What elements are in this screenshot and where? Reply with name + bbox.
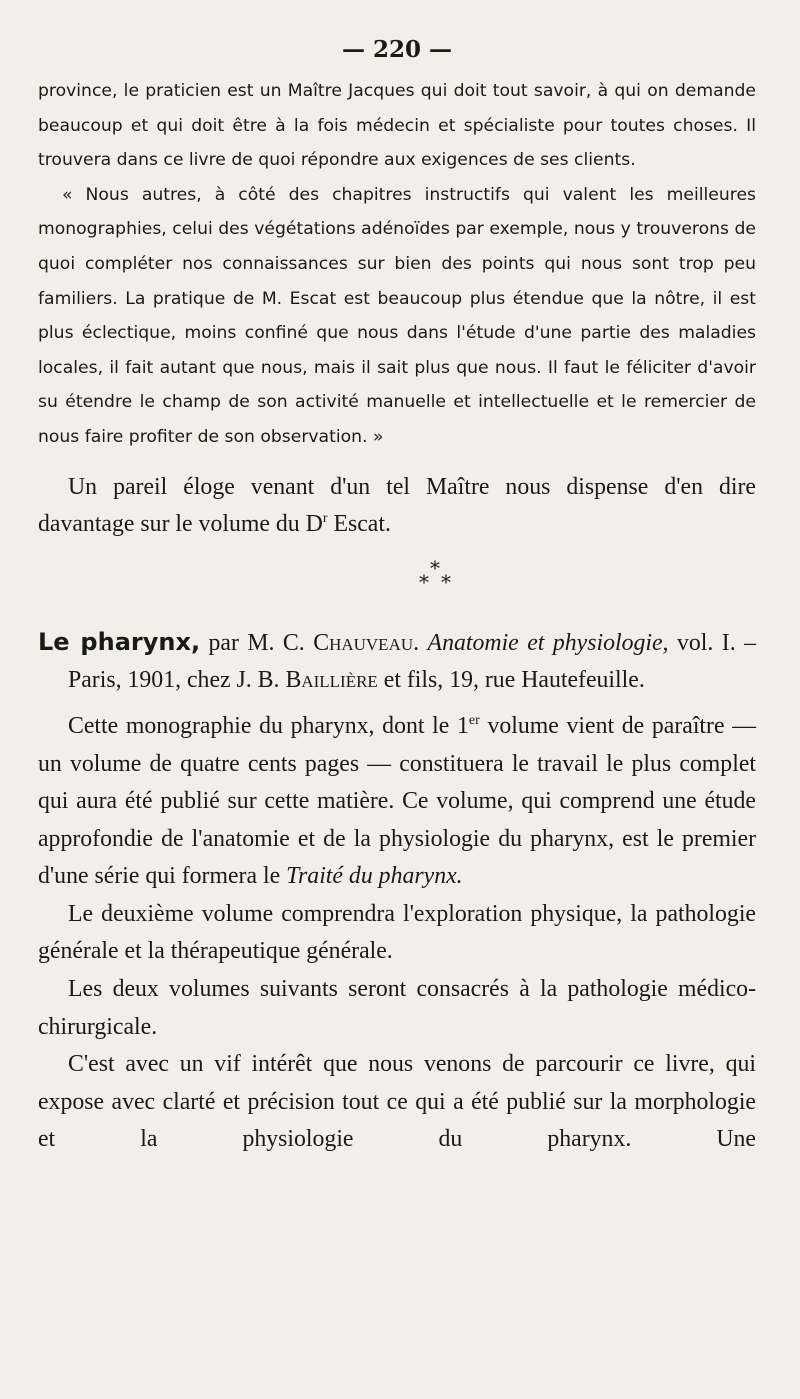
review-details: vol. I. – Paris, 1901, chez J. B. xyxy=(68,629,756,694)
star-top: * xyxy=(430,555,440,580)
quoted-review xyxy=(38,74,756,455)
review-heading xyxy=(38,624,756,700)
review-details-end: et fils, 19, rue Hautefeuille. xyxy=(377,667,645,694)
body-p1-middle: volume vient de paraître — un volume de quatre cents pages — constituera le travail le plus complet qui aura été publié sur cette matière. Ce volume, qui comprend une étude approfondie de l'anatomie et de la physiologie du pharynx, est le premier d'une série qui formera le xyxy=(38,712,756,890)
review-by: par M. C. xyxy=(200,629,314,656)
body-p1-title: Traité du pharynx. xyxy=(286,863,463,890)
quote-paragraph-2: « Nous autres, à côté des chapitres instructifs qui valent les meilleures monographies, celui des végétations adénoïdes par exemple, nous y trouverons de quoi compléter nos connaissances sur bien des points qui nous sont trop peu familiers. La pratique de M. Escat est beaucoup plus étendue que la nôtre, il est plus éclectique, moins confiné que nous dans l'étude d'une partie des maladies locales, il fait autant que nous, mais il sait plus que nous. Il faut le féliciter d'avoir su étendre le champ de son activité manuelle et intellectuelle et le remercier de nous faire profiter de son observation. » xyxy=(38,184,756,447)
eloge-end: Escat. xyxy=(327,511,391,538)
page-number: — 220 — xyxy=(341,36,453,63)
body-paragraph-3: Les deux volumes suivants seront consacrés à la pathologie médico-chirurgicale. xyxy=(38,976,756,1040)
eloge-paragraph xyxy=(38,469,756,544)
star-left: * xyxy=(419,569,429,594)
review-publisher: Baillière xyxy=(285,667,378,694)
main-text xyxy=(38,469,756,1160)
review-subtitle: Anatomie et physiologie, xyxy=(427,629,669,656)
body-paragraph-4: C'est avec un vif intérêt que nous venons de parcourir ce livre, qui expose avec clarté et précision tout ce qui a été publié sur la morphologie et la physiologie du pharynx. Une xyxy=(38,1051,756,1153)
quote-paragraph-1: province, le praticien est un Maître Jacques qui doit tout savoir, à qui on demande beaucoup et qui doit être à la fois médecin et spécialiste pour toutes choses. Il trouvera dans ce livre de quoi répondre aux exigences de ses clients. xyxy=(38,81,756,171)
body-paragraph-2: Le deuxième volume comprendra l'exploration physique, la pathologie générale et la thérapeutique générale. xyxy=(38,900,756,965)
body-paragraph-1 xyxy=(38,708,756,896)
review-title: Le pharynx, xyxy=(38,627,201,656)
star-right: * xyxy=(441,569,451,594)
eloge-sup: r xyxy=(322,511,328,527)
review-author: Chauveau. xyxy=(313,629,420,656)
body-p1-start: Cette monographie du pharynx, dont le 1 xyxy=(68,712,469,739)
eloge-text: Un pareil éloge venant d'un tel Maître nous dispense d'en dire davantage sur le volume du D xyxy=(38,473,756,538)
asterism-separator xyxy=(38,550,756,614)
body-p1-sup: er xyxy=(468,712,480,728)
